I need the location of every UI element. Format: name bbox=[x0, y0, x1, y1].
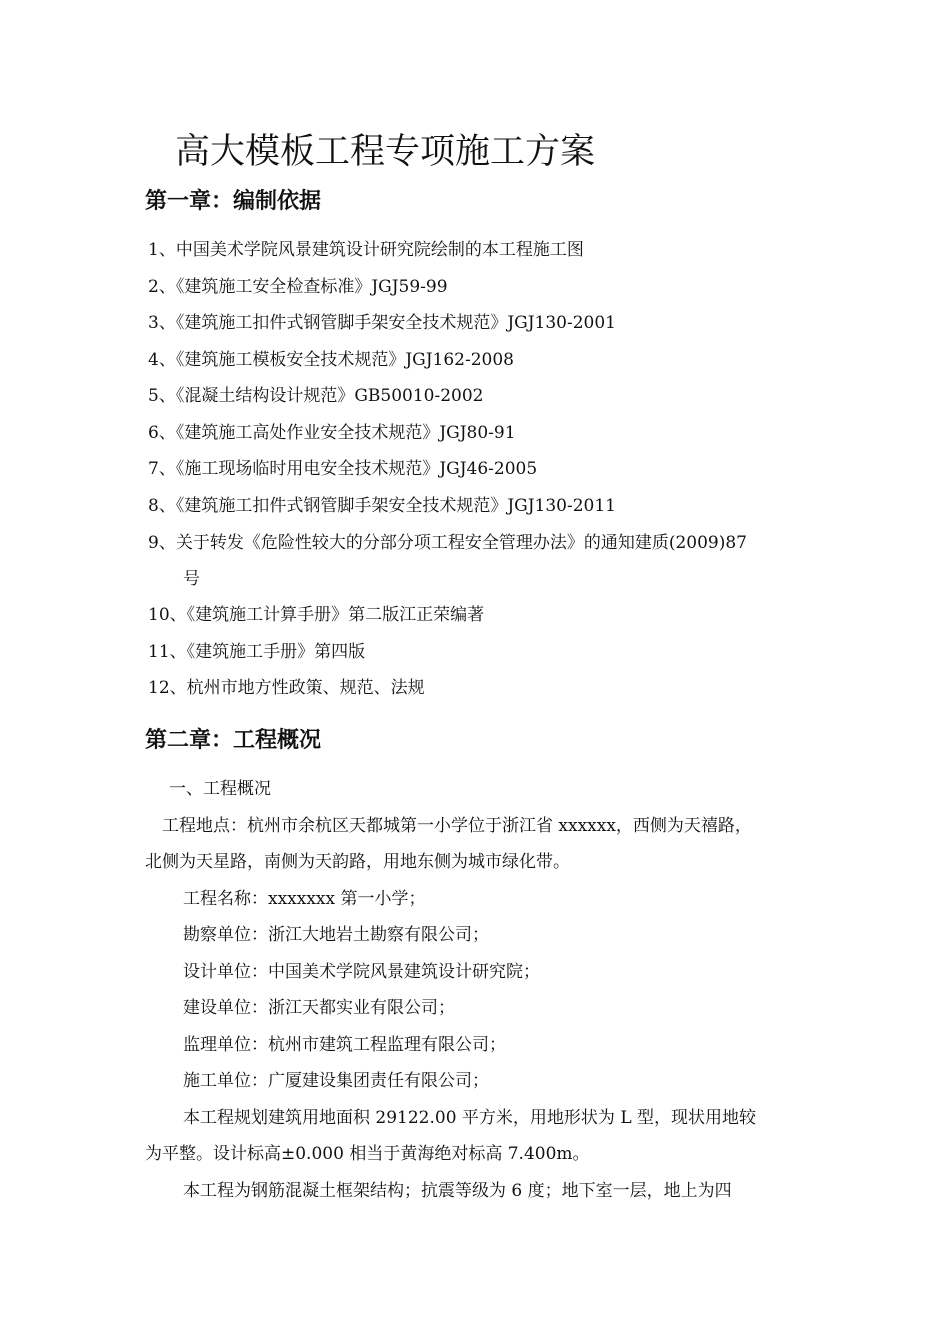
reference-item-1: 1、中国美术学院风景建筑设计研究院绘制的本工程施工图 bbox=[148, 240, 584, 260]
reference-item-10: 10、《建筑施工计算手册》第二版江正荣编著 bbox=[148, 605, 485, 625]
document-title: 高大模板工程专项施工方案 bbox=[175, 132, 596, 172]
section-heading: 一、工程概况 bbox=[169, 779, 271, 799]
project-location-line-1: 工程地点：杭州市余杭区天都城第一小学位于浙江省 xxxxxx，西侧为天禧路， bbox=[162, 816, 752, 836]
reference-item-9-continuation: 号 bbox=[183, 569, 200, 589]
project-name: 工程名称：xxxxxxx 第一小学； bbox=[183, 889, 426, 909]
reference-item-8: 8、《建筑施工扣件式钢管脚手架安全技术规范》JGJ130-2011 bbox=[148, 496, 616, 516]
site-area-line-1: 本工程规划建筑用地面积 29122.00 平方米，用地形状为 L 型，现状用地较 bbox=[183, 1108, 757, 1128]
chapter-1-heading: 第一章：编制依据 bbox=[145, 188, 322, 214]
reference-item-12: 12、杭州市地方性政策、规范、法规 bbox=[148, 678, 425, 698]
structure-description-line-1: 本工程为钢筋混凝土框架结构；抗震等级为 6 度；地下室一层，地上为四 bbox=[183, 1181, 732, 1201]
supervision-unit: 监理单位：杭州市建筑工程监理有限公司； bbox=[183, 1035, 506, 1055]
reference-item-5: 5、《混凝土结构设计规范》GB50010-2002 bbox=[148, 386, 484, 406]
reference-item-3: 3、《建筑施工扣件式钢管脚手架安全技术规范》JGJ130-2001 bbox=[148, 313, 616, 333]
reference-item-9: 9、关于转发《危险性较大的分部分项工程安全管理办法》的通知建质(2009)87 bbox=[148, 533, 747, 553]
reference-item-4: 4、《建筑施工模板安全技术规范》JGJ162-2008 bbox=[148, 350, 514, 370]
reference-item-6: 6、《建筑施工高处作业安全技术规范》JGJ80-91 bbox=[148, 423, 516, 443]
construction-owner: 建设单位：浙江天都实业有限公司； bbox=[183, 998, 455, 1018]
project-location-line-2: 北侧为天星路，南侧为天韵路，用地东侧为城市绿化带。 bbox=[145, 852, 570, 872]
contractor-unit: 施工单位：广厦建设集团责任有限公司； bbox=[183, 1071, 489, 1091]
reference-item-7: 7、《施工现场临时用电安全技术规范》JGJ46-2005 bbox=[148, 459, 538, 479]
reference-item-11: 11、《建筑施工手册》第四版 bbox=[148, 642, 366, 662]
reference-item-2: 2、《建筑施工安全检查标准》JGJ59-99 bbox=[148, 277, 448, 297]
chapter-2-heading: 第二章：工程概况 bbox=[145, 727, 322, 753]
survey-unit: 勘察单位：浙江大地岩土勘察有限公司； bbox=[183, 925, 489, 945]
design-unit: 设计单位：中国美术学院风景建筑设计研究院； bbox=[183, 962, 540, 982]
site-area-line-2: 为平整。设计标高±0.000 相当于黄海绝对标高 7.400m。 bbox=[145, 1144, 590, 1164]
